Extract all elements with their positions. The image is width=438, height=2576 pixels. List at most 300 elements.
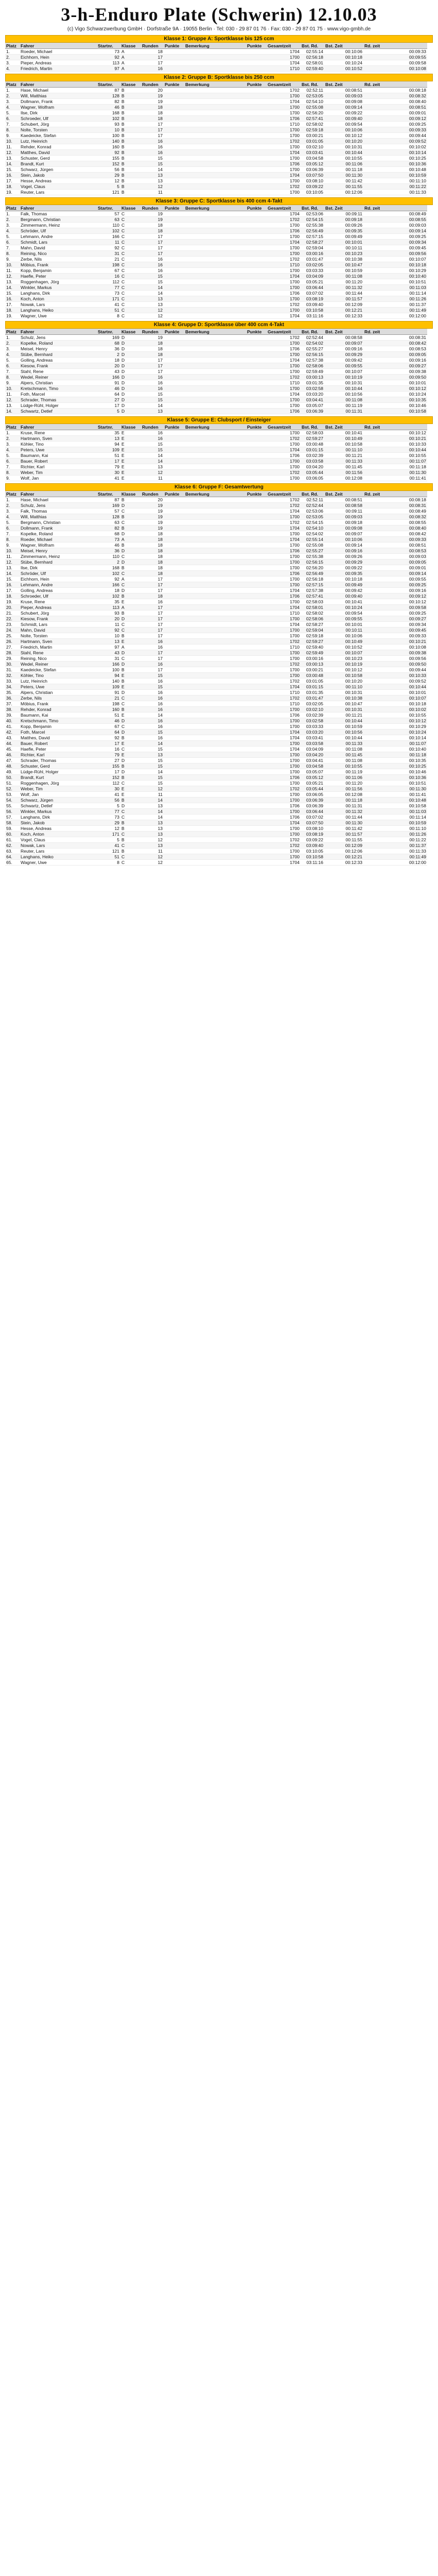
table-cell: 19.	[5, 313, 20, 319]
table-cell	[164, 503, 184, 509]
table-cell: 198	[97, 701, 120, 707]
table-cell: 03:07:02	[301, 291, 324, 296]
table-cell	[246, 341, 267, 346]
table-cell: B	[120, 611, 141, 616]
table-cell: 03:01:05	[301, 679, 324, 684]
table-cell: 77	[97, 809, 120, 815]
column-header: Bst. Rd.	[301, 329, 324, 335]
table-cell: C	[120, 860, 141, 866]
table-cell	[184, 611, 246, 616]
table-cell: B	[120, 633, 141, 639]
table-cell: 17	[97, 741, 120, 747]
column-header: Klasse	[120, 205, 141, 211]
table-row	[5, 860, 427, 866]
table-cell: 17	[141, 234, 164, 240]
table-cell	[164, 386, 184, 392]
table-cell: 02:56:20	[301, 110, 324, 116]
table-cell: 00:11:56	[324, 470, 363, 476]
table-cell: 13	[141, 843, 164, 849]
table-cell	[164, 656, 184, 662]
table-cell: 171	[97, 832, 120, 837]
table-cell: D	[120, 803, 141, 809]
table-cell: B	[120, 133, 141, 139]
table-row	[5, 144, 427, 150]
table-cell: 00:11:44	[324, 815, 363, 820]
table-cell	[246, 464, 267, 470]
table-cell: 4.	[5, 66, 20, 72]
table-cell	[246, 245, 267, 251]
table-cell	[246, 752, 267, 758]
table-cell: B	[120, 99, 141, 105]
table-cell: 00:09:03	[324, 514, 363, 520]
column-header: Gesamtzeit	[267, 424, 301, 430]
table-cell: 16	[141, 257, 164, 262]
table-cell: 29	[97, 173, 120, 178]
table-cell: 00:10:46	[363, 403, 427, 409]
table-cell: 00:10:58	[363, 409, 427, 414]
table-cell: 55.	[5, 803, 20, 809]
table-cell: 57	[97, 211, 120, 217]
table-cell	[246, 363, 267, 369]
table-cell: 16	[141, 380, 164, 386]
column-header: Startnr.	[97, 329, 120, 335]
table-cell: 00:09:33	[363, 127, 427, 133]
table-cell	[184, 679, 246, 684]
table-cell: 02:54:02	[301, 531, 324, 537]
table-cell: 1700	[267, 792, 301, 798]
table-cell: 02:54:15	[301, 217, 324, 223]
table-cell	[246, 93, 267, 99]
table-cell: 00:10:48	[363, 798, 427, 803]
table-cell: 00:10:21	[363, 436, 427, 442]
table-cell: 1700	[267, 403, 301, 409]
table-cell	[184, 769, 246, 775]
table-cell: B	[120, 826, 141, 832]
table-cell: Foth, Marcel	[20, 730, 97, 735]
table-row	[5, 724, 427, 730]
table-cell: 00:10:18	[363, 262, 427, 268]
table-cell: 00:10:12	[363, 599, 427, 605]
table-cell: 14	[141, 741, 164, 747]
table-cell: 1704	[267, 684, 301, 690]
table-cell: 00:10:24	[324, 605, 363, 611]
table-cell	[246, 548, 267, 554]
table-cell: 00:10:51	[363, 781, 427, 786]
table-cell: Vogel, Claus	[20, 837, 97, 843]
table-cell	[164, 49, 184, 55]
table-cell	[246, 234, 267, 240]
table-cell: 03:03:41	[301, 735, 324, 741]
table-cell: 00:11:55	[324, 837, 363, 843]
table-cell: 00:10:29	[363, 268, 427, 274]
table-cell: 02:57:41	[301, 594, 324, 599]
table-cell: 03:06:39	[301, 803, 324, 809]
table-cell	[184, 211, 246, 217]
table-cell: Zimmermann, Heinz	[20, 223, 97, 228]
table-cell: 00:08:32	[363, 514, 427, 520]
table-row	[5, 849, 427, 854]
table-cell: Schröder, Ulf	[20, 228, 97, 234]
table-cell: 1700	[267, 178, 301, 184]
table-cell: 16	[141, 430, 164, 436]
table-cell: 11.	[5, 268, 20, 274]
table-cell: 4.	[5, 228, 20, 234]
table-cell: B	[120, 735, 141, 741]
table-cell: 11	[141, 792, 164, 798]
table-cell: 14.	[5, 409, 20, 414]
table-cell: 02:56:15	[301, 560, 324, 565]
table-cell: 97	[97, 645, 120, 650]
table-cell: 00:11:21	[324, 713, 363, 718]
table-cell: 51	[97, 308, 120, 313]
table-cell: 1706	[267, 116, 301, 122]
table-cell: 1704	[267, 526, 301, 531]
table-cell: 15	[141, 274, 164, 279]
table-cell: Schuster, Gerd	[20, 156, 97, 161]
table-cell: Wedel, Reiner	[20, 375, 97, 380]
table-cell: 00:10:58	[324, 673, 363, 679]
table-cell: Schulz, Jens	[20, 335, 97, 341]
table-cell	[164, 730, 184, 735]
table-cell: 00:08:31	[363, 503, 427, 509]
table-cell: Zimmermann, Heinz	[20, 554, 97, 560]
table-cell: Roeder, Michael	[20, 537, 97, 543]
table-cell: 18	[141, 49, 164, 55]
table-cell: Roggenhagen, Jörg	[20, 781, 97, 786]
table-cell: Kopp, Benjamin	[20, 724, 97, 730]
table-cell	[164, 251, 184, 257]
table-cell: 46.	[5, 752, 20, 758]
table-cell: 47.	[5, 758, 20, 764]
table-cell: 00:12:06	[324, 849, 363, 854]
table-row	[5, 707, 427, 713]
table-cell	[184, 240, 246, 245]
table-row	[5, 713, 427, 718]
table-cell: 02:58:02	[301, 122, 324, 127]
table-cell: 00:09:05	[363, 560, 427, 565]
table-cell	[184, 713, 246, 718]
table-cell: 00:10:44	[324, 150, 363, 156]
table-cell: Baumann, Kai	[20, 453, 97, 459]
table-cell: D	[120, 548, 141, 554]
table-cell	[184, 820, 246, 826]
table-cell: 00:11:33	[363, 849, 427, 854]
column-header: Rd. zeit	[363, 491, 427, 497]
table-cell: Nolte, Torsten	[20, 127, 97, 133]
table-cell: 128	[97, 514, 120, 520]
table-row	[5, 447, 427, 453]
table-cell	[184, 161, 246, 167]
table-cell: C	[120, 268, 141, 274]
table-cell: 00:10:07	[324, 369, 363, 375]
table-cell: 03:00:16	[301, 251, 324, 257]
column-header: Fahrer	[20, 491, 97, 497]
table-cell: C	[120, 234, 141, 240]
table-cell	[164, 679, 184, 684]
table-row	[5, 459, 427, 464]
table-cell: 00:09:44	[363, 667, 427, 673]
table-cell	[246, 860, 267, 866]
table-cell: 00:09:01	[363, 110, 427, 116]
table-cell	[184, 470, 246, 476]
organizer-line: (c) Vigo Schwarzwerbung GmbH · Dorfstraße 9A · 19055 Berlin · Tel: 030 - 29 87 01 76 · Fax: 030 - 29 87 01 75 · www.vigo-gmbh.de	[67, 26, 371, 32]
table-cell: Langhans, Heiko	[20, 854, 97, 860]
column-header: Runden	[141, 491, 164, 497]
table-cell: Langhans, Dirk	[20, 815, 97, 820]
table-cell: 00:11:03	[363, 809, 427, 815]
table-cell: 00:10:59	[324, 268, 363, 274]
table-cell: 1.	[5, 335, 20, 341]
table-cell: 00:10:18	[324, 577, 363, 582]
table-cell	[184, 99, 246, 105]
table-cell: 02:54:15	[301, 520, 324, 526]
table-cell: Roggenhagen, Jörg	[20, 279, 97, 285]
table-cell	[246, 758, 267, 764]
table-cell	[184, 459, 246, 464]
table-cell: 14	[141, 809, 164, 815]
table-cell: 16.	[5, 296, 20, 302]
table-cell: 03:00:16	[301, 656, 324, 662]
table-cell: C	[120, 656, 141, 662]
table-cell: 00:08:32	[363, 93, 427, 99]
table-cell: 00:10:19	[324, 662, 363, 667]
table-cell: 00:10:29	[363, 724, 427, 730]
table-cell: 140	[97, 679, 120, 684]
column-header: Bst. Rd.	[301, 424, 324, 430]
table-cell: 13.	[5, 403, 20, 409]
table-cell: Nowak, Lars	[20, 843, 97, 849]
table-cell: 00:10:48	[363, 167, 427, 173]
table-cell: 2.	[5, 217, 20, 223]
table-cell	[184, 436, 246, 442]
table-cell: 73	[97, 291, 120, 296]
column-header: Platz	[5, 81, 20, 88]
table-cell: 03:03:20	[301, 730, 324, 735]
table-cell: 20	[97, 363, 120, 369]
table-cell: 12	[141, 860, 164, 866]
table-cell: 00:10:41	[324, 599, 363, 605]
table-cell	[246, 690, 267, 696]
table-cell: 00:11:32	[324, 285, 363, 291]
table-cell	[184, 741, 246, 747]
table-cell: 1702	[267, 217, 301, 223]
table-cell: Kiesow, Frank	[20, 616, 97, 622]
table-cell: 91	[97, 690, 120, 696]
table-cell	[246, 116, 267, 122]
table-row	[5, 380, 427, 386]
column-header: Bemerkung	[184, 81, 246, 88]
table-cell: Schwartz, Detlef	[20, 803, 97, 809]
page-title: 3-h-Enduro Plate (Schwerin) 12.10.03	[61, 4, 377, 25]
table-cell: 51	[97, 453, 120, 459]
table-row	[5, 352, 427, 358]
table-cell: 00:09:22	[324, 565, 363, 571]
table-cell: 14.	[5, 285, 20, 291]
table-cell	[164, 526, 184, 531]
table-row	[5, 386, 427, 392]
table-cell	[164, 464, 184, 470]
table-cell: 00:10:12	[324, 667, 363, 673]
table-cell	[184, 341, 246, 346]
table-cell: 6.	[5, 240, 20, 245]
table-cell: 15.	[5, 577, 20, 582]
table-cell: 17	[141, 656, 164, 662]
table-cell: 02:58:02	[301, 611, 324, 616]
table-cell: C	[120, 291, 141, 296]
table-cell: 1710	[267, 122, 301, 127]
table-cell	[164, 565, 184, 571]
table-cell	[164, 628, 184, 633]
table-cell: 18	[141, 554, 164, 560]
table-cell: 1702	[267, 786, 301, 792]
table-cell	[184, 775, 246, 781]
table-cell	[246, 679, 267, 684]
table-row	[5, 251, 427, 257]
table-row	[5, 274, 427, 279]
table-cell: 00:08:51	[363, 543, 427, 548]
table-cell	[164, 341, 184, 346]
table-cell: D	[120, 588, 141, 594]
table-row	[5, 718, 427, 724]
table-cell	[246, 781, 267, 786]
table-cell: 02:58:27	[301, 240, 324, 245]
table-row	[5, 645, 427, 650]
table-cell	[246, 588, 267, 594]
table-cell: 00:10:25	[363, 764, 427, 769]
table-cell	[246, 622, 267, 628]
table-cell: Wolf, Jan	[20, 792, 97, 798]
table-cell: 1706	[267, 228, 301, 234]
table-cell	[164, 713, 184, 718]
table-cell	[184, 798, 246, 803]
table-cell: B	[120, 707, 141, 713]
table-cell: 00:11:30	[363, 786, 427, 792]
table-cell: 31.	[5, 667, 20, 673]
table-cell: 109	[97, 447, 120, 453]
table-cell: 1700	[267, 633, 301, 639]
table-cell: 03:04:20	[301, 752, 324, 758]
table-cell: 03:10:05	[301, 849, 324, 854]
table-cell	[164, 178, 184, 184]
table-cell: 63	[97, 217, 120, 223]
table-cell: 11.	[5, 392, 20, 397]
table-cell: 00:11:56	[324, 786, 363, 792]
table-cell: 16	[141, 735, 164, 741]
table-cell: 1704	[267, 150, 301, 156]
table-row	[5, 470, 427, 476]
table-cell: Koch, Anton	[20, 296, 97, 302]
table-cell: 1700	[267, 245, 301, 251]
table-cell: 00:10:20	[324, 139, 363, 144]
table-cell: 00:08:49	[363, 211, 427, 217]
table-row	[5, 436, 427, 442]
table-cell	[164, 843, 184, 849]
table-cell: 2.	[5, 503, 20, 509]
table-cell: 00:08:18	[363, 497, 427, 503]
table-cell: 13	[141, 296, 164, 302]
table-cell: 43	[97, 369, 120, 375]
table-cell: 112	[97, 279, 120, 285]
table-cell: 02:56:18	[301, 55, 324, 60]
table-cell	[164, 537, 184, 543]
table-cell: C	[120, 285, 141, 291]
table-cell: 00:10:49	[324, 639, 363, 645]
table-cell	[246, 798, 267, 803]
table-cell	[184, 403, 246, 409]
table-cell: D	[120, 718, 141, 724]
table-cell: Peters, Uwe	[20, 447, 97, 453]
table-row	[5, 684, 427, 690]
table-cell	[184, 150, 246, 156]
table-cell: 56.	[5, 809, 20, 815]
column-header: Runden	[141, 424, 164, 430]
table-cell	[184, 605, 246, 611]
table-row	[5, 178, 427, 184]
table-cell: B	[120, 849, 141, 854]
table-cell: E	[120, 464, 141, 470]
table-cell: C	[120, 520, 141, 526]
table-cell: 51	[97, 854, 120, 860]
table-row	[5, 308, 427, 313]
table-cell	[246, 302, 267, 308]
table-cell: 30	[97, 470, 120, 476]
table-cell: A	[120, 55, 141, 60]
table-cell: 17	[141, 122, 164, 127]
table-cell: 1702	[267, 679, 301, 684]
table-cell: 03:06:44	[301, 809, 324, 815]
table-cell: 02:57:15	[301, 234, 324, 240]
table-cell: 00:10:02	[363, 707, 427, 713]
table-cell	[246, 803, 267, 809]
table-cell: Koch, Anton	[20, 832, 97, 837]
table-cell: 1700	[267, 308, 301, 313]
table-cell: 00:09:01	[363, 565, 427, 571]
table-cell: 00:09:16	[363, 358, 427, 363]
table-cell: 00:10:33	[363, 442, 427, 447]
table-cell: 02:58:01	[301, 60, 324, 66]
table-cell	[246, 161, 267, 167]
table-cell: 16	[141, 599, 164, 605]
table-cell: 19	[141, 526, 164, 531]
table-cell: Lutz, Heinrich	[20, 139, 97, 144]
table-cell: D	[120, 346, 141, 352]
table-cell: 35	[97, 599, 120, 605]
column-header: Bst. Rd.	[301, 43, 324, 49]
table-cell: 03:03:58	[301, 741, 324, 747]
table-cell: 18	[141, 537, 164, 543]
table-row	[5, 531, 427, 537]
table-cell: 1702	[267, 497, 301, 503]
table-cell	[164, 139, 184, 144]
table-cell: 9.	[5, 380, 20, 386]
table-cell: 00:09:12	[363, 116, 427, 122]
table-cell: 15	[141, 161, 164, 167]
table-header-row	[5, 81, 427, 88]
table-cell: 27	[97, 758, 120, 764]
table-cell: 00:08:53	[363, 548, 427, 554]
table-row	[5, 605, 427, 611]
table-cell: 1702	[267, 520, 301, 526]
table-cell	[246, 775, 267, 781]
table-cell: 00:11:33	[324, 459, 363, 464]
table-cell: D	[120, 769, 141, 775]
table-cell: 02:56:15	[301, 352, 324, 358]
table-cell: 1700	[267, 268, 301, 274]
table-cell: 16	[141, 690, 164, 696]
table-cell: 03:08:19	[301, 296, 324, 302]
table-cell: Alpers, Christian	[20, 380, 97, 386]
table-cell: 03:04:09	[301, 747, 324, 752]
